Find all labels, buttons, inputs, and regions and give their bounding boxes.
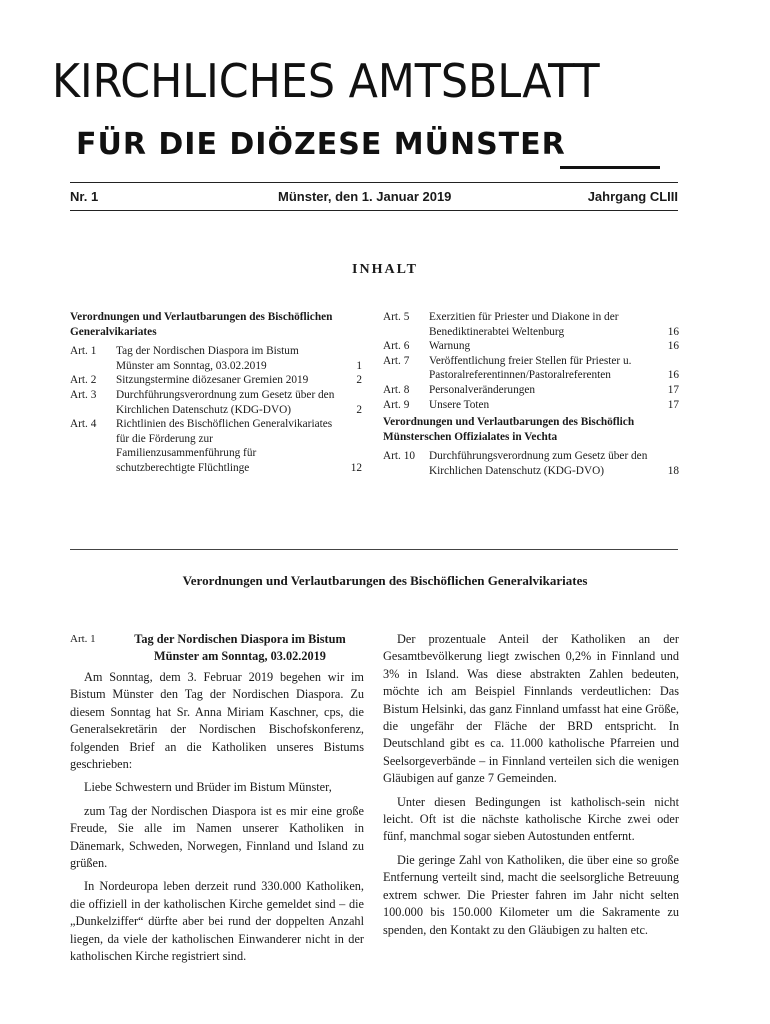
header-rule-bottom (70, 210, 678, 211)
toc-entry (383, 354, 679, 383)
article-title: Tag der Nordischen Diaspora im Bistum Münster am Sonntag, 03.02.2019 (134, 632, 346, 663)
toc-entry-num: Art. 4 (70, 418, 97, 431)
toc-entry-title: Sitzungstermine diözesaner Gremien 2019 (116, 374, 309, 387)
toc-entry (70, 417, 362, 475)
paragraph: Unter diesen Bedingungen ist katholisch-sein nicht leicht. Oft ist die nächste katholische Kirche zwei oder fünf, manchmal sogar sieben Autostunden entfernt. (383, 794, 679, 844)
article-heading (70, 631, 364, 665)
toc-entry-page: 12 (350, 461, 362, 474)
paragraph: Am Sonntag, dem 3. Februar 2019 begehen wir im Bistum Münster den Tag der Nordischen Diaspora. Zu diesem Sonntag hat Sr. Anna Miriam Kaschner, cps, die Generalsekretärin der Nordischen Bischofskonferenz, folgenden Brief an die Katholiken unseres Bistums geschrieben: (70, 670, 364, 772)
toc-entry (383, 310, 679, 339)
toc-entry-page: 17 (667, 383, 679, 396)
toc-entry-num: Art. 7 (383, 354, 410, 367)
toc-entry (70, 388, 362, 417)
toc-entry-page: 2 (356, 374, 362, 387)
paragraph: zum Tag der Nordischen Diaspora ist es mir eine große Freude, Sie alle im Namen unserer Katholiken in Dänemark, Schweden, Norwegen, Finnland und Island zu grüßen. (70, 803, 364, 871)
toc-entry (70, 344, 362, 373)
toc-entry-title: Unsere Toten (429, 398, 490, 411)
toc-entry (383, 449, 679, 478)
toc-section-heading-2: Verordnungen und Verlautbarungen des Bischöflich Münsterschen Offizialates in Vechta (383, 416, 635, 443)
toc-entry (383, 383, 679, 398)
toc-entry-title: Warnung (429, 340, 471, 353)
toc-left-column (70, 310, 362, 476)
body-right-column (383, 631, 679, 945)
issue-volume: Jahrgang CLIII (587, 189, 678, 204)
toc-entry-num: Art. 6 (383, 340, 410, 353)
toc-entry-num: Art. 9 (383, 398, 410, 411)
toc-entry (70, 373, 362, 388)
toc-right-column (383, 310, 679, 479)
toc-entry-title: Tag der Nordischen Diaspora im Bistum Münster am Sonntag, 03.02.2019 (116, 345, 299, 372)
toc-entry (383, 398, 679, 413)
paragraph: In Nordeuropa leben derzeit rund 330.000 Katholiken, die offiziell in der katholischen Kirche gemeldet sind – die „Dunkelziffer“ dürfte aber bei rund der doppelten Anzahl liegen, da viele der katholischen Einwanderer nicht in der katholischen Kirche registriert sind. (70, 879, 364, 964)
toc-entry-page: 16 (667, 369, 679, 382)
toc-entry-title: Richtlinien des Bischöflichen Generalvikariates für die Förderung zur Familienzusammenführung für schutzberechtigte Flüchtlinge (116, 418, 333, 474)
toc-entry-page: 17 (667, 398, 679, 411)
paragraph: Die geringe Zahl von Katholiken, die über eine so große Entfernung verteilt sind, macht die seelsorgliche Betreuung extrem schwer. Die Priester fahren im Jahr nicht selten 100.000 bis 150.000 Kilometer um die Sakramente zu spenden, den Kontakt zu den Gläubigen zu halten etc. (383, 852, 679, 937)
toc-section-heading: Verordnungen und Verlautbarungen des Bischöflichen Generalvikariates (70, 311, 333, 338)
toc-entry-title: Durchführungsverordnung zum Gesetz über den Kirchlichen Datenschutz (KDG-DVO) (116, 388, 335, 416)
toc-entry-page: 1 (356, 359, 362, 372)
section-title: Verordnungen und Verlautbarungen des Bischöflichen Generalvikariates (182, 573, 588, 588)
issue-number: Nr. 1 (70, 189, 99, 204)
toc-entry-num: Art. 5 (383, 311, 410, 323)
toc-entry-title: Exerzitien für Priester und Diakone in der Benediktinerabtei Weltenburg (429, 311, 619, 338)
toc-entry-title: Durchführungsverordnung zum Gesetz über den Kirchlichen Datenschutz (KDG-DVO) (429, 450, 648, 477)
toc-entry-num: Art. 2 (70, 374, 97, 387)
paragraph: Liebe Schwestern und Brüder im Bistum Münster, (84, 780, 332, 795)
paragraph: Der prozentuale Anteil der Katholiken an der Gesamtbevölkerung liegt zwischen 0,2% in Finnland und 3% in Island. Was diese abstrakten Zahlen bedeuten, möchte ich am Beispiel Finnlands verdeutlichen: Das Bistum Helsinki, das ganz Finnland umfasst hat eine Größe, die ungefähr der Fläche der BRD entspricht. In Deutschland gibt es ca. 11.000 katholische Pfarreien und Seelsorgeverbände – in Finnland verteilen sich die wenigen Gläubigen auf ganze 7 Gemeinden. (383, 632, 679, 786)
toc-heading: INHALT (352, 262, 418, 277)
toc-entry-page: 16 (667, 340, 679, 353)
toc-entry-num: Art. 1 (70, 345, 97, 358)
masthead-subtitle: FÜR DIE DIÖZESE MÜNSTER (76, 127, 566, 162)
toc-entry-num: Art. 3 (70, 388, 97, 401)
toc-entry-page: 18 (667, 464, 679, 477)
toc-entry-num: Art. 10 (383, 450, 416, 463)
issue-place-date: Münster, den 1. Januar 2019 (278, 189, 452, 204)
masthead-title: KIRCHLICHES AMTSBLATT (52, 54, 600, 108)
toc-entry-title: Personalveränderungen (429, 383, 536, 396)
masthead-flourish (560, 166, 660, 169)
toc-entry (383, 339, 679, 354)
body-left-column (70, 631, 364, 972)
toc-entry-page: 16 (667, 325, 679, 338)
toc-entry-num: Art. 8 (383, 383, 410, 396)
header-rule-top (70, 182, 678, 183)
toc-entry-title: Veröffentlichung freier Stellen für Priester u. Pastoralreferentinnen/Pastoralreferenten (429, 354, 632, 382)
toc-rule (70, 549, 678, 550)
toc-entry-page: 2 (356, 403, 362, 416)
article-number: Art. 1 (70, 633, 96, 645)
